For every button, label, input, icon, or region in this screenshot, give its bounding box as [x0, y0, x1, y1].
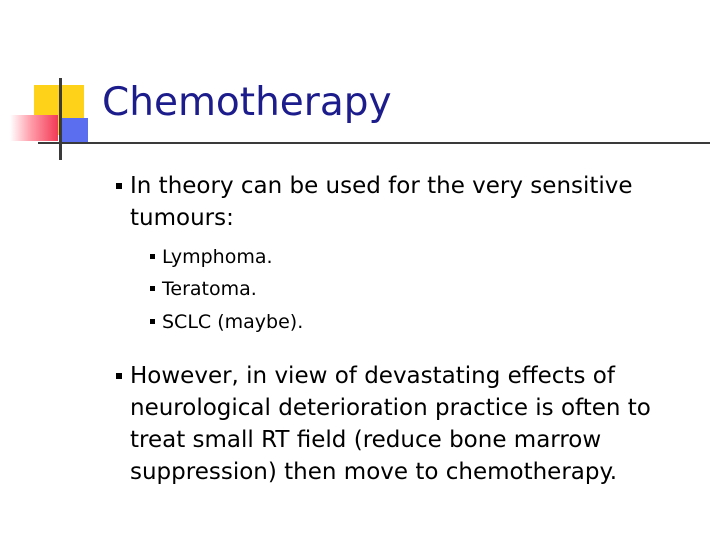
logo-red-bar [10, 115, 58, 141]
bullet-item [130, 360, 700, 488]
sub-bullet-item [162, 276, 682, 303]
sub-bullet-text: Lymphoma. [162, 246, 273, 268]
square-bullet-icon [116, 183, 122, 189]
sub-bullet-item [162, 244, 682, 271]
logo-blue-square [62, 118, 88, 142]
title-underline-rule [38, 142, 710, 144]
square-bullet-icon [116, 373, 122, 379]
bullet-text: However, in view of devastating effects of neurological deterioration practice is often to treat small RT field (reduce bone marrow suppression) then move to chemotherapy. [130, 363, 651, 485]
square-bullet-icon [150, 319, 155, 324]
bullet-text: In theory can be used for the very sensitive tumours: [130, 173, 633, 231]
slide-title: Chemotherapy [102, 80, 392, 125]
square-bullet-icon [150, 254, 155, 259]
square-bullet-icon [150, 286, 155, 291]
sub-bullet-text: SCLC (maybe). [162, 311, 304, 333]
sub-bullet-text: Teratoma. [162, 278, 257, 300]
bullet-item [130, 170, 700, 234]
logo-vertical-rule [59, 78, 62, 160]
sub-bullet-item [162, 309, 682, 336]
